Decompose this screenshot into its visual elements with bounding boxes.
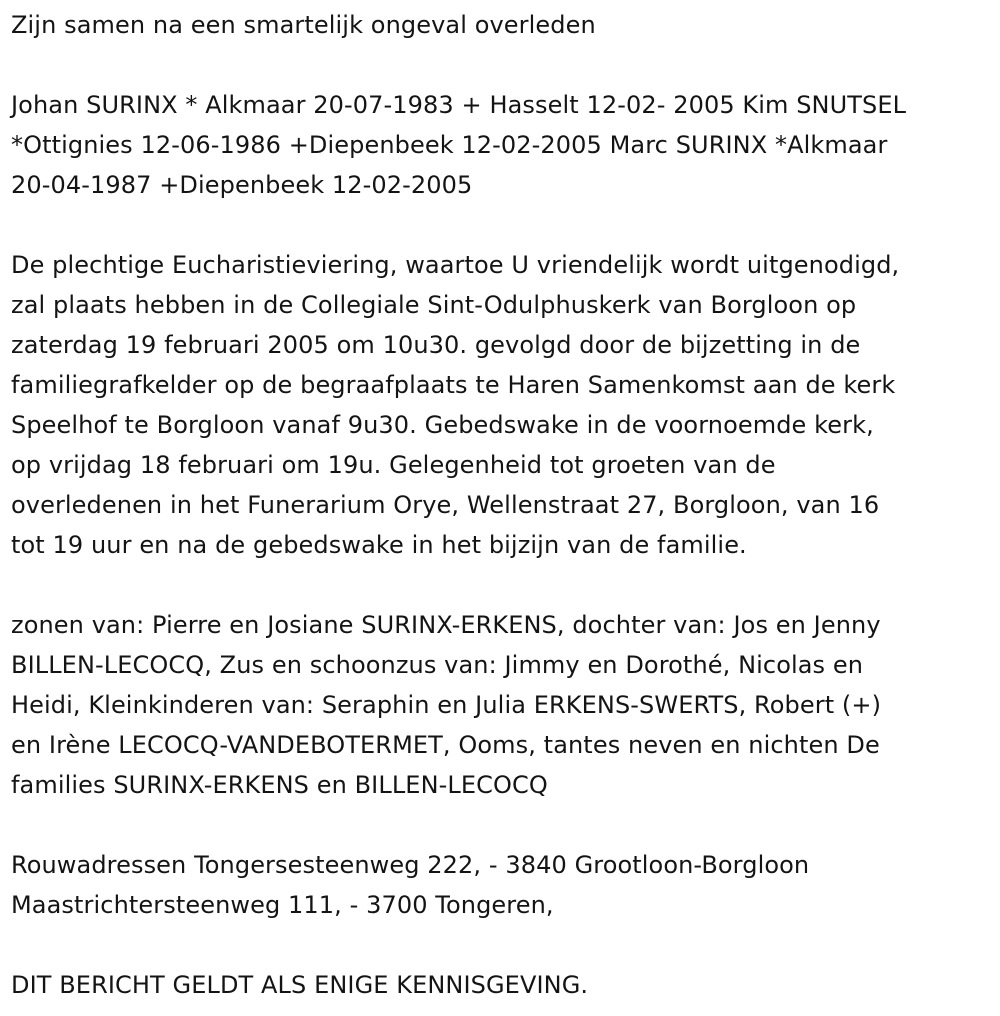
family-line: zonen van: Pierre en Josiane SURINX-ERKENS, dochter van: Jos en Jenny xyxy=(11,611,881,639)
ceremony-line: De plechtige Eucharistieviering, waartoe U vriendelijk wordt uitgenodigd, xyxy=(11,251,900,279)
heading-line: Zijn samen na een smartelijk ongeval overleden xyxy=(11,11,596,39)
address-paragraph xyxy=(11,845,990,925)
paragraph-spacer xyxy=(11,805,990,845)
ceremony-line: tot 19 uur en na de gebedswake in het bijzijn van de familie. xyxy=(11,531,747,559)
family-line: families SURINX-ERKENS en BILLEN-LECOCQ xyxy=(11,771,548,799)
paragraph-spacer xyxy=(11,925,990,965)
ceremony-line: overledenen in het Funerarium Orye, Wellenstraat 27, Borgloon, van 16 xyxy=(11,491,880,519)
ceremony-line: familiegrafkelder op de begraafplaats te Haren Samenkomst aan de kerk xyxy=(11,371,896,399)
paragraph-spacer xyxy=(11,45,990,85)
ceremony-line: zal plaats hebben in de Collegiale Sint-Odulphuskerk van Borgloon op xyxy=(11,291,857,319)
address-line: Rouwadressen Tongersesteenweg 222, - 3840 Grootloon-Borgloon xyxy=(11,851,810,879)
address-line: Maastrichtersteenweg 111, - 3700 Tongeren, xyxy=(11,891,554,919)
paragraph-spacer xyxy=(11,205,990,245)
ceremony-line: Speelhof te Borgloon vanaf 9u30. Gebedswake in de voornoemde kerk, xyxy=(11,411,874,439)
obituary-heading xyxy=(11,5,990,45)
notice-line: DIT BERICHT GELDT ALS ENIGE KENNISGEVING. xyxy=(11,971,589,999)
family-line: Heidi, Kleinkinderen van: Seraphin en Julia ERKENS-SWERTS, Robert (+) xyxy=(11,691,882,719)
deceased-line: 20-04-1987 +Diepenbeek 12-02-2005 xyxy=(11,171,473,199)
family-line: en Irène LECOCQ-VANDEBOTERMET, Ooms, tantes neven en nichten De xyxy=(11,731,880,759)
ceremony-line: zaterdag 19 februari 2005 om 10u30. gevolgd door de bijzetting in de xyxy=(11,331,861,359)
deceased-paragraph xyxy=(11,85,990,205)
ceremony-paragraph xyxy=(11,245,990,565)
ceremony-line: op vrijdag 18 februari om 19u. Gelegenheid tot groeten van de xyxy=(11,451,776,479)
deceased-line: Johan SURINX * Alkmaar 20-07-1983 + Hasselt 12-02- 2005 Kim SNUTSEL xyxy=(11,91,907,119)
family-paragraph xyxy=(11,605,990,805)
family-line: BILLEN-LECOCQ, Zus en schoonzus van: Jimmy en Dorothé, Nicolas en xyxy=(11,651,864,679)
deceased-line: *Ottignies 12-06-1986 +Diepenbeek 12-02-2005 Marc SURINX *Alkmaar xyxy=(11,131,888,159)
notice-paragraph xyxy=(11,965,990,1005)
paragraph-spacer xyxy=(11,565,990,605)
